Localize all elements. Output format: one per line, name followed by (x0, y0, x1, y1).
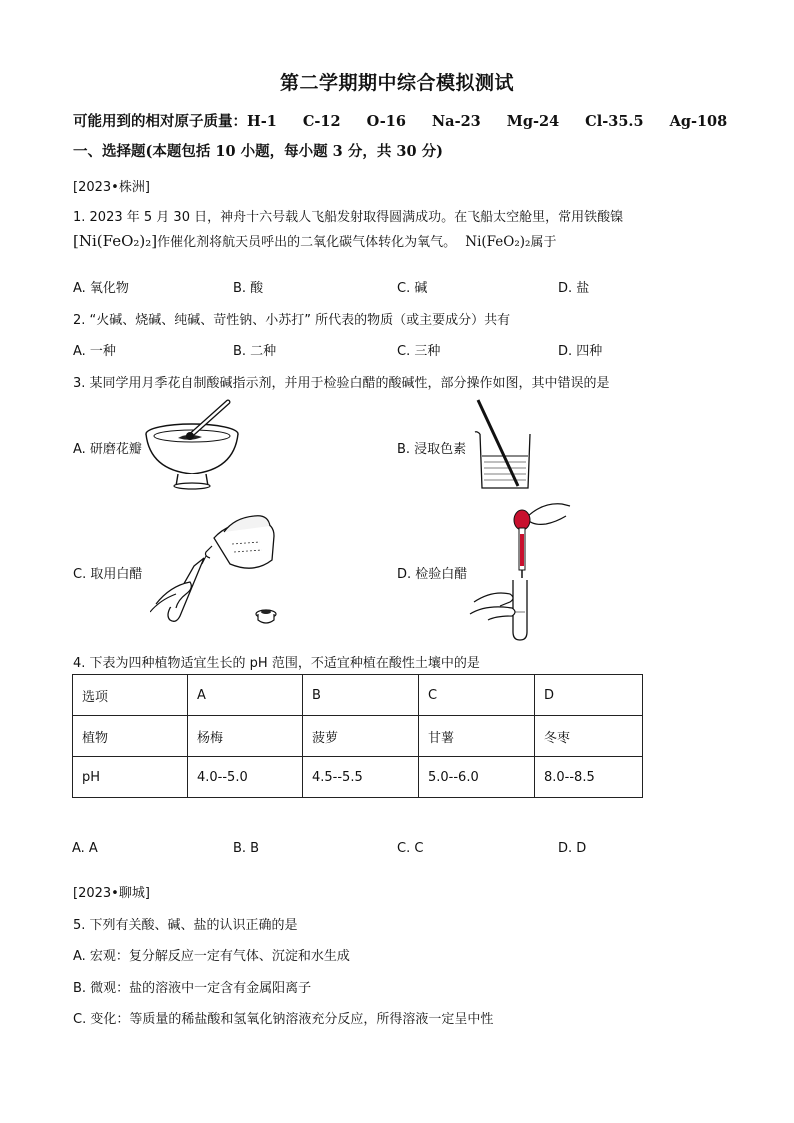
q2-option-b[interactable]: B. 二种 (233, 344, 277, 359)
table-row (73, 716, 643, 757)
q3-option-d[interactable]: D. 检验白醋 (397, 567, 468, 582)
pouring-vinegar-image (150, 508, 290, 630)
table-cell: pH (73, 757, 188, 798)
q1-option-d[interactable]: D. 盐 (558, 281, 590, 296)
table-cell: A (188, 675, 303, 716)
table-cell: 4.5--5.5 (303, 757, 419, 798)
q4-option-c[interactable]: C. C (397, 841, 424, 856)
question-1-text: 1. 2023 年 5 月 30 日，神舟十六号载人飞船发射取得圆满成功。在飞船太空舱里，常用铁酸镍 (73, 210, 624, 225)
formula-bracketed: [Ni(FeO₂)₂] (73, 232, 158, 250)
q4-option-a[interactable]: A. A (72, 841, 98, 856)
source-tag: [2023•聊城] (73, 886, 150, 901)
question-5-text: 5. 下列有关酸、碱、盐的认识正确的是 (73, 918, 298, 933)
q5-option-a[interactable]: A. 宏观：复分解反应一定有气体、沉淀和水生成 (73, 949, 350, 964)
source-tag: [2023•株洲] (73, 180, 150, 195)
question-4-text: 4. 下表为四种植物适宜生长的 pH 范围，不适宜种植在酸性土壤中的是 (73, 656, 480, 671)
table-cell: 5.0--6.0 (419, 757, 535, 798)
q1-option-b[interactable]: B. 酸 (233, 281, 264, 296)
q3-option-c[interactable]: C. 取用白醋 (73, 567, 143, 582)
q4-option-d[interactable]: D. D (558, 841, 587, 856)
page-title: 第二学期期中综合模拟测试 (279, 72, 514, 94)
question-3-text: 3. 某同学用月季花自制酸碱指示剂，并用于检验白醋的酸碱性，部分操作如图，其中错误的是 (73, 376, 610, 391)
table-row (73, 675, 643, 716)
table-cell: D (535, 675, 643, 716)
beaker-glass-rod-image (474, 398, 536, 494)
q2-option-a[interactable]: A. 一种 (73, 344, 116, 359)
mass-cl: Cl-35.5 (585, 113, 644, 130)
mass-na: Na-23 (431, 113, 481, 130)
q5-option-b[interactable]: B. 微观：盐的溶液中一定含有金属阳离子 (73, 981, 312, 996)
q3-option-b[interactable]: B. 浸取色素 (397, 442, 467, 457)
dropper-test-tube-image (466, 494, 572, 644)
table-cell: 菠萝 (303, 716, 419, 757)
table-cell: C (419, 675, 535, 716)
table-cell: 植物 (73, 716, 188, 757)
table-cell: 8.0--8.5 (535, 757, 643, 798)
q3-option-a[interactable]: A. 研磨花瓣 (73, 442, 142, 457)
question-1-line2: [Ni(FeO₂)₂]作催化剂将航天员呼出的二氧化碳气体转化为氧气。 Ni(FeO₂)₂属于 (73, 232, 557, 250)
table-cell: 选项 (73, 675, 188, 716)
q4-option-b[interactable]: B. B (233, 841, 260, 856)
table-cell: 4.0--5.0 (188, 757, 303, 798)
mass-o: O-16 (366, 113, 406, 130)
atomic-masses (73, 110, 727, 131)
q1-option-c[interactable]: C. 碱 (397, 281, 428, 296)
mortar-pestle-image (142, 396, 248, 496)
q2-option-c[interactable]: C. 三种 (397, 344, 441, 359)
question-2-text: 2. “火碱、烧碱、纯碱、苛性钠、小苏打” 所代表的物质（或主要成分）共有 (73, 313, 511, 328)
table-cell: 冬枣 (535, 716, 643, 757)
masses-label: 可能用到的相对原子质量：H-1 (73, 113, 277, 130)
table-cell: 甘薯 (419, 716, 535, 757)
mass-mg: Mg-24 (506, 113, 560, 130)
table-cell: B (303, 675, 419, 716)
mass-ag: Ag-108 (669, 113, 728, 130)
formula-inline: Ni(FeO₂)₂ (465, 234, 531, 250)
ph-table (72, 674, 643, 798)
q2-option-d[interactable]: D. 四种 (558, 344, 603, 359)
q5-option-c[interactable]: C. 变化：等质量的稀盐酸和氢氧化钠溶液充分反应，所得溶液一定呈中性 (73, 1012, 494, 1027)
q1-option-a[interactable]: A. 氧化物 (73, 281, 129, 296)
table-cell: 杨梅 (188, 716, 303, 757)
mass-c: C-12 (302, 113, 341, 130)
table-row (73, 757, 643, 798)
section-heading: 一、选择题(本题包括 10 小题，每小题 3 分，共 30 分) (73, 143, 443, 160)
